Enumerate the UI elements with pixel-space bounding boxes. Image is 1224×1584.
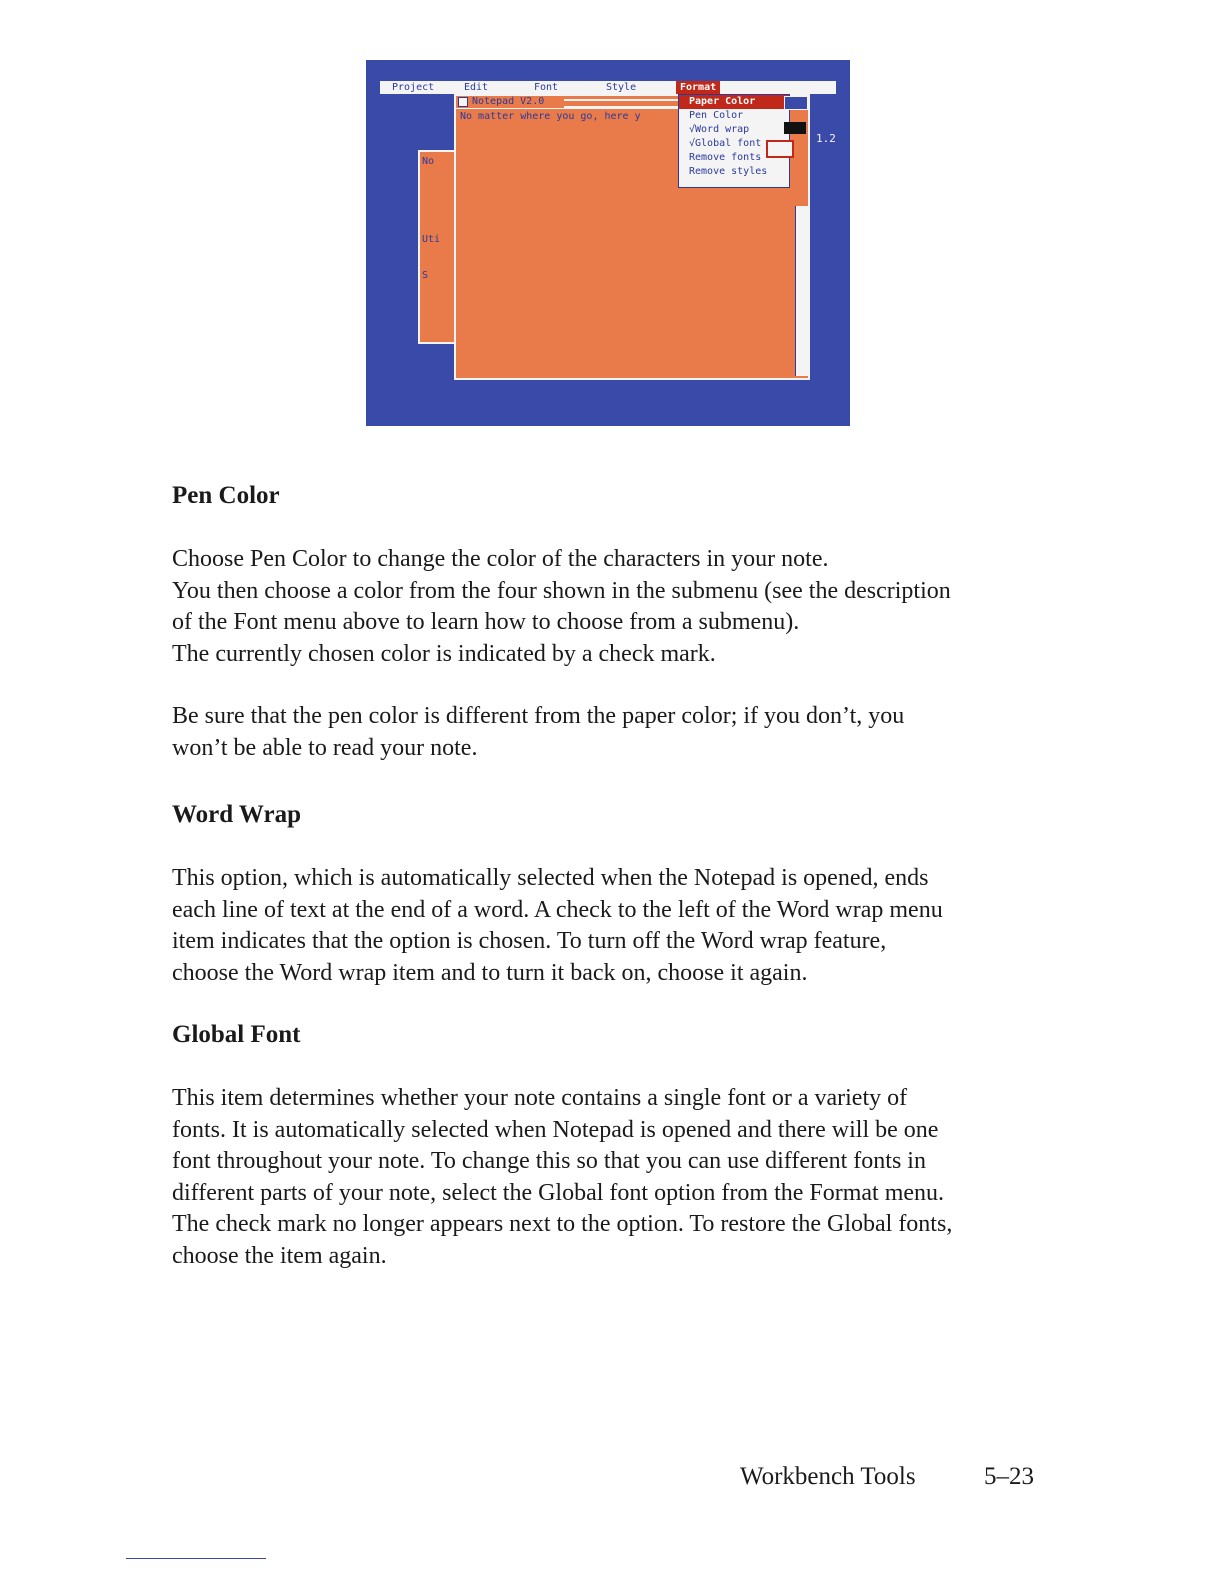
text-line: Choose Pen Color to change the color of the characters in your note. <box>172 546 829 572</box>
menu-font[interactable]: Font <box>534 82 559 93</box>
color-swatch-black[interactable] <box>784 122 806 134</box>
scrollbar[interactable] <box>795 206 808 376</box>
heading-word-wrap: Word Wrap <box>172 801 301 828</box>
text-line: You then choose a color from the four shown in the submenu (see the description <box>172 577 951 604</box>
note-text[interactable]: No matter where you go, here y <box>460 111 641 122</box>
menu-project[interactable]: Project <box>392 82 435 93</box>
menu-item-remove-fonts[interactable]: Remove fonts <box>689 152 762 163</box>
back-window-label: S <box>422 270 429 281</box>
menu-item-word-wrap[interactable]: √Word wrap <box>689 124 750 135</box>
menu-item-global-font[interactable]: √Global font <box>689 138 762 149</box>
back-window-label: No <box>422 156 435 167</box>
menu-edit[interactable]: Edit <box>464 82 489 93</box>
notepad-screenshot <box>366 60 850 426</box>
text-line: different parts of your note, select the Global font option from the Format menu. <box>172 1179 945 1206</box>
menu-format[interactable]: Format <box>676 81 720 94</box>
text-line: choose the item again. <box>172 1242 387 1269</box>
text-line: each line of text at the end of a word. A check to the left of the Word wrap menu <box>172 896 943 923</box>
menu-item-remove-styles[interactable]: Remove styles <box>689 166 768 177</box>
version-label: 1.2 <box>816 132 836 145</box>
text-line: item indicates that the option is chosen. To turn off the Word wrap feature, <box>172 928 887 954</box>
text-line: The currently chosen color is indicated by a check mark. <box>172 640 716 667</box>
heading-pen-color: Pen Color <box>172 482 280 509</box>
text-line: Be sure that the pen color is different from the paper color; if you don’t, you <box>172 703 905 729</box>
back-window-label: Uti <box>422 234 441 245</box>
text-line: choose the Word wrap item and to turn it back on, choose it again. <box>172 959 808 986</box>
paragraph <box>172 1083 1028 1272</box>
close-gadget-icon[interactable] <box>458 97 468 107</box>
text-line: The check mark no longer appears next to the option. To restore the Global fonts, <box>172 1211 953 1237</box>
text-line: fonts. It is automatically selected when Notepad is opened and there will be one <box>172 1116 939 1143</box>
check-mark-icon <box>766 140 794 158</box>
paragraph <box>172 701 1028 764</box>
menu-item-paper-color[interactable]: Paper Color <box>679 95 789 109</box>
divider <box>126 1558 266 1559</box>
paragraph <box>172 863 1028 989</box>
notepad-title: Notepad V2.0 <box>472 96 545 107</box>
menu-style[interactable]: Style <box>606 82 637 93</box>
footer-title: Workbench Tools <box>740 1463 916 1490</box>
heading-global-font: Global Font <box>172 1021 301 1048</box>
color-swatch-blue[interactable] <box>784 96 808 110</box>
text-line: This item determines whether your note contains a single font or a variety of <box>172 1085 908 1111</box>
page-number: 5–23 <box>984 1463 1034 1490</box>
menu-item-pen-color[interactable]: Pen Color <box>689 110 744 121</box>
text-line: of the Font menu above to learn how to choose from a submenu). <box>172 609 800 635</box>
menu-bar <box>380 81 836 94</box>
text-line: won’t be able to read your note. <box>172 734 478 761</box>
text-line: This option, which is automatically selected when the Notepad is opened, ends <box>172 865 929 891</box>
text-line: font throughout your note. To change this so that you can use different fonts in <box>172 1148 926 1174</box>
paragraph <box>172 544 1028 670</box>
